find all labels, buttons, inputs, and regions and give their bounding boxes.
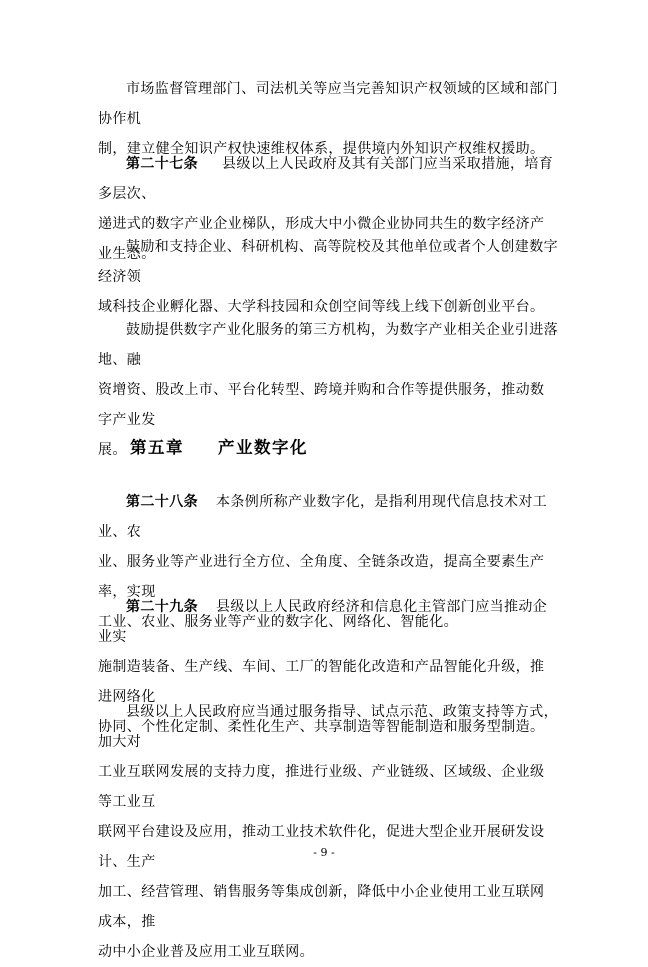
article-text: 本条例所称产业数字化，是指利用现代信息技术对工业、农 <box>98 494 548 540</box>
text-line: 联网平台建设及应用，推动工业技术软件化，促进大型企业开展研发设计、生产 <box>98 824 545 870</box>
text-line: 施制造装备、生产线、车间、工厂的智能化改造和产品智能化升级，推进网络化 <box>98 659 545 705</box>
text-line: 递进式的数字产业企业梯队，形成大中小微企业协同共生的数字经济产业生态。 <box>98 216 545 262</box>
text-line: 鼓励提供数字产业化服务的第三方机构，为数字产业相关企业引进落地、融 <box>98 322 558 368</box>
text-line: 协同、个性化定制、柔性化生产、共享制造等智能制造和服务型制造。 <box>98 719 545 735</box>
text-line <box>98 487 558 547</box>
paragraph <box>98 232 558 322</box>
text-line <box>98 592 558 652</box>
text-line: 制，建立健全知识产权快速维权体系，提供境内外知识产权维权援助。 <box>98 141 545 157</box>
text-line <box>98 149 558 209</box>
page-number: - 9 - <box>313 846 335 859</box>
article-number: 第二十八条 <box>126 494 198 510</box>
text-line: 动中小企业普及应用工业互联网。 <box>98 944 314 960</box>
chapter-number: 第五章 <box>130 438 184 457</box>
article-number: 第二十七条 <box>126 156 198 172</box>
text-line: 域科技企业孵化器、大学科技园和众创空间等线上线下创新创业平台。 <box>98 299 545 315</box>
article-number: 第二十九条 <box>126 599 198 615</box>
article-text: 县级以上人民政府经济和信息化主管部门应当推动企业实 <box>98 599 548 645</box>
article-text: 县级以上人民政府及其有关部门应当采取措施，培育多层次、 <box>98 156 554 202</box>
text-line: 工业、农业、服务业等产业的数字化、网络化、智能化。 <box>98 614 458 630</box>
text-line: 市场监督管理部门、司法机关等应当完善知识产权领域的区域和部门协作机 <box>98 81 558 127</box>
text-line: 鼓励和支持企业、科研机构、高等院校及其他单位或者个人创建数字经济领 <box>98 239 558 285</box>
text-line: 工业互联网发展的支持力度，推进行业级、产业链级、区域级、企业级等工业互 <box>98 764 545 810</box>
text-line: 资增资、股改上市、平台化转型、跨境并购和合作等提供服务，推动数字产业发 <box>98 382 545 428</box>
text-line: 业、服务业等产业进行全方位、全角度、全链条改造，提高全要素生产率，实现 <box>98 554 545 600</box>
paragraph <box>98 697 558 967</box>
text-line: 县级以上人民政府应当通过服务指导、试点示范、政策支持等方式，加大对 <box>98 704 558 750</box>
text-line: 展。 <box>98 442 127 458</box>
text-line: 加工、经营管理、销售服务等集成创新，降低中小企业使用工业互联网成本，推 <box>98 884 545 930</box>
chapter-heading <box>130 434 308 458</box>
chapter-title: 产业数字化 <box>218 438 308 457</box>
